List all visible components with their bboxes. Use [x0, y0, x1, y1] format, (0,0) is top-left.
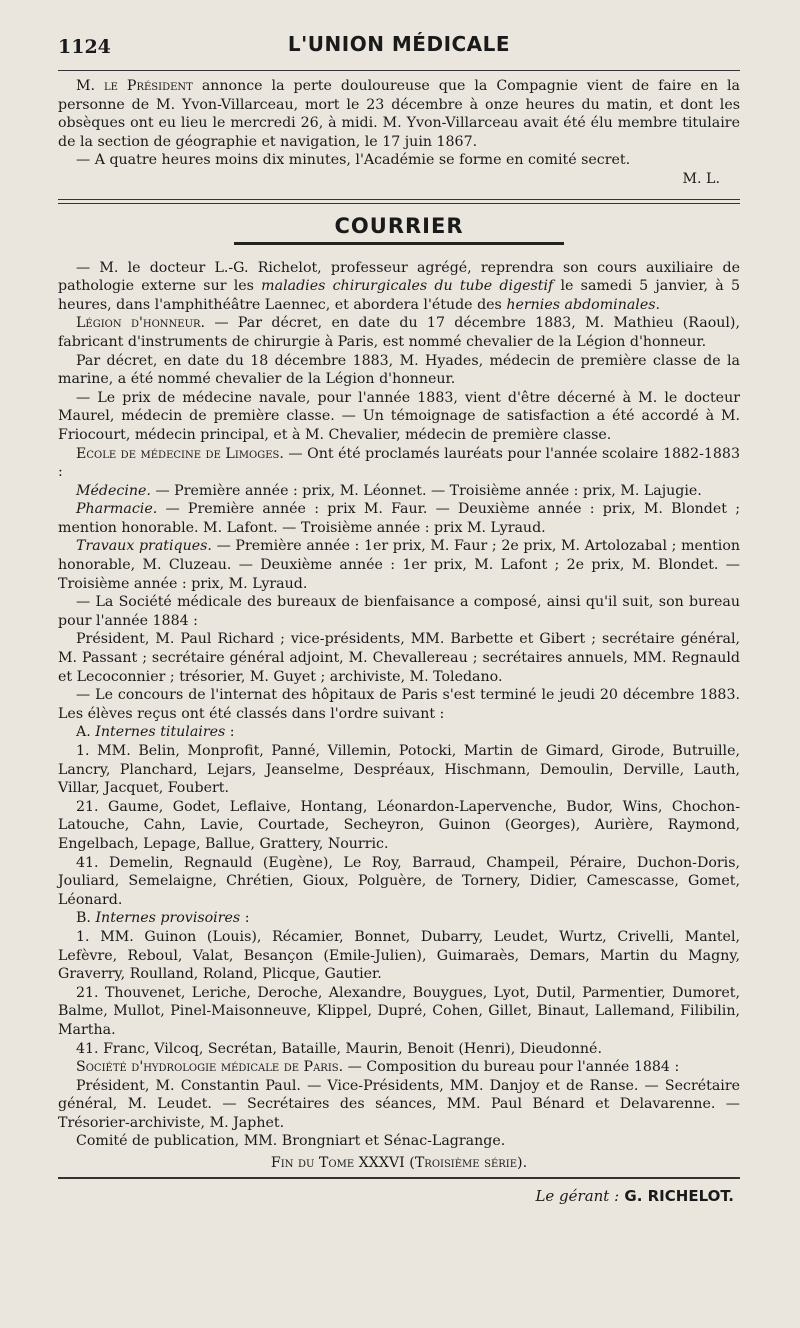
- list-item: 1. MM. Belin, Monprofit, Panné, Villemin, Potocki, Martin de Gimard, Girode, Butruille, Lancry, Planchard, Lejars, Jeanselme, Despréaux, Hischmann, Demoulin, Derville, Lauth, Villar, Jacquet, Foubert.: [58, 743, 740, 797]
- courrier-paragraph: Médecine. — Première année : prix, M. Léonnet. — Troisième année : prix, M. Lajugie.: [76, 482, 702, 499]
- list-item: 1. MM. Guinon (Louis), Récamier, Bonnet, Dubarry, Leudet, Wurtz, Crivelli, Mantel, Lefèvre, Reboul, Valat, Besançon (Emile-Julien), Guimaraès, Demars, Martin du Magny, Graverry, Roulland, Roland, Plicque, Gautier.: [58, 928, 740, 983]
- courrier-paragraph: Président, M. Constantin Paul. — Vice-Présidents, MM. Danjoy et de Ranse. — Secrétaire général, M. Leudet. — Secrétaires des séances, MM. Paul Bénard et Delavarenne. — Trésorier-archiviste, M. Japhet.: [58, 1077, 740, 1131]
- courrier-paragraph: — La Société médicale des bureaux de bienfaisance a composé, ainsi qu'il suit, son bureau pour l'année 1884 :: [58, 594, 740, 629]
- courrier-paragraph: — Le concours de l'internat des hôpitaux de Paris s'est terminé le jeudi 20 décembre 1883. Les élèves reçus ont été classés dans l'ordre suivant :: [58, 687, 740, 722]
- section-title: COURRIER: [334, 213, 464, 238]
- list-heading: B. Internes provisoires :: [76, 910, 250, 927]
- signature-initials: M. L.: [682, 170, 720, 187]
- list-item: 41. Franc, Vilcoq, Secrétan, Bataille, Maurin, Benoit (Henri), Dieudonné.: [76, 1040, 602, 1057]
- section-divider: [58, 199, 740, 204]
- academy-paragraph-2: — A quatre heures moins dix minutes, l'Académie se forme en comité secret.: [76, 152, 631, 169]
- courrier-paragraph: — Le prix de médecine navale, pour l'année 1883, vient d'être décerné à M. le docteur Maurel, médecin de première classe. — Un témoignage de satisfaction a été accordé à M. Friocourt, médecin principal, et à M. Chevalier, médecin de première classe.: [58, 389, 740, 443]
- end-of-volume-notice: Fin du Tome XXXVI (Troisième série).: [270, 1155, 528, 1172]
- courrier-paragraph: Par décret, en date du 18 décembre 1883, M. Hyades, médecin de première classe de la marine, a été nommé chevalier de la Légion d'honneur.: [58, 352, 740, 388]
- courrier-paragraph: Légion d'honneur. — Par décret, en date du 17 décembre 1883, M. Mathieu (Raoul), fabricant d'instruments de chirurgie à Paris, est nommé chevalier de la Légion d'honneur.: [58, 315, 740, 350]
- courrier-paragraph: — M. le docteur L.-G. Richelot, professeur agrégé, reprendra son cours auxiliaire de pathologie externe sur les maladies chirurgicales du tube digestif le samedi 5 janvier, à 5 heures, dans l'amphithéâtre Laennec, et abordera l'étude des hernies abdominales.: [58, 259, 741, 313]
- courrier-paragraph: Comité de publication, MM. Brongniart et Sénac-Lagrange.: [76, 1133, 506, 1150]
- list-item: 21. Thouvenet, Leriche, Deroche, Alexandre, Bouygues, Lyot, Dutil, Parmentier, Dumoret, Balme, Mullot, Pinel-Maisonneuve, Klippel, Dupré, Cohen, Gillet, Binaut, Lallemand, Filibilin, Martha.: [58, 984, 740, 1038]
- academy-paragraph-1: M. le Président annonce la perte douloureuse que la Compagnie vient de faire en la personne de M. Yvon-Villarceau, mort le 23 décembre à onze heures du matin, et dont les obsèques ont eu lieu le mercredi 26, à midi. M. Yvon-Villarceau avait été élu membre titulaire de la section de géographie et navigation, le 17 juin 1867.: [58, 78, 740, 150]
- courrier-paragraph: Ecole de médecine de Limoges. — Ont été proclamés lauréats pour l'année scolaire 1882-1883 :: [58, 445, 740, 481]
- courrier-paragraph: Société d'hydrologie médicale de Paris. — Composition du bureau pour l'année 1884 :: [76, 1059, 680, 1076]
- courrier-paragraph: Président, M. Paul Richard ; vice-présidents, MM. Barbette et Gibert ; secrétaire général, M. Passant ; secrétaire général adjoint, M. Chevallereau ; secrétaires annuels, MM. Regnauld et Lecoconnier ; trésorier, M. Guyet ; archiviste, M. Toledano.: [58, 631, 740, 685]
- academy-section: [58, 77, 740, 189]
- list-item: 21. Gaume, Godet, Leflaive, Hontang, Léonardon-Lapervenche, Budor, Wins, Chochon-Latouche, Cahn, Lavie, Courtade, Secheyron, Guinon (Georges), Aurière, Raymond, Engelbach, Lepage, Ballue, Grattery, Nourric.: [58, 798, 740, 852]
- courrier-paragraph: Pharmacie. — Première année : prix M. Faur. — Deuxième année : prix, M. Blondet ; mention honorable. M. Lafont. — Troisième année : prix M. Lyraud.: [58, 501, 740, 536]
- list-item: 41. Demelin, Regnauld (Eugène), Le Roy, Barraud, Champeil, Péraire, Duchon-Doris, Jouliard, Semelaigne, Chrétien, Gioux, Polguère, de Tornery, Didier, Camescasse, Gomet, Léonard.: [58, 854, 740, 908]
- publisher-signature: Le gérant : G. RICHELOT.: [535, 1187, 734, 1206]
- courrier-paragraph: Travaux pratiques. — Première année : 1er prix, M. Faur ; 2e prix, M. Artolozabal ; mention honorable, M. Cluzeau. — Deuxième année : 1er prix, M. Lafont ; 2e prix, M. Blondet. — Troisième année : prix, M. Lyraud.: [58, 538, 740, 592]
- page-header: [58, 30, 740, 64]
- list-heading: A. Internes titulaires :: [76, 724, 235, 741]
- section-title-underline: [234, 242, 564, 245]
- closing-rule: [58, 1177, 740, 1179]
- running-title: L'UNION MÉDICALE: [287, 32, 511, 56]
- page-number: 1124: [58, 36, 111, 58]
- courrier-section: [58, 259, 740, 1152]
